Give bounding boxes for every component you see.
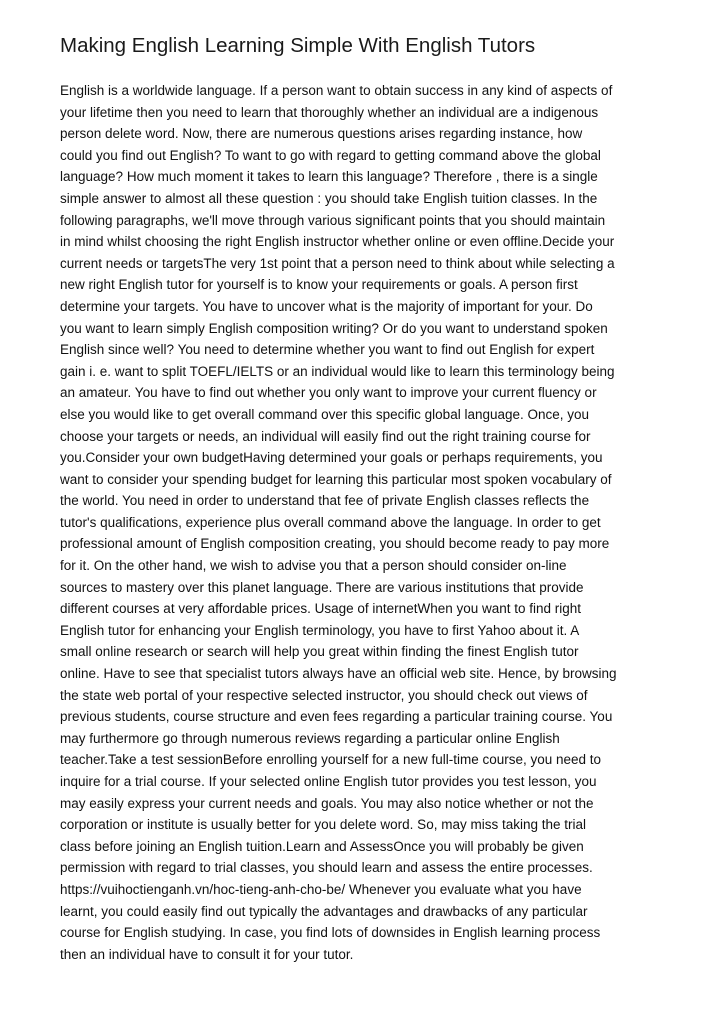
- body-line: corporation or institute is usually better for you delete word. So, may miss taking the trial: [60, 817, 586, 833]
- body-line: you want to learn simply English composition writing? Or do you want to understand spoken: [60, 320, 608, 336]
- body-line: an amateur. You have to find out whether you only want to improve your current fluency or: [60, 385, 597, 401]
- body-line: online. Have to see that specialist tutors always have an official web site. Hence, by browsing: [60, 666, 617, 682]
- body-line: English tutor for enhancing your English terminology, you have to first Yahoo about it. A: [60, 622, 580, 638]
- body-line: your lifetime then you need to learn that thoroughly whether an individual are a indigenous: [60, 104, 599, 120]
- body-line: simple answer to almost all these question : you should take English tuition classes. In the: [60, 190, 598, 206]
- body-line: following paragraphs, we'll move through various significant points that you should maintain: [60, 212, 606, 228]
- body-line: want to consider your spending budget for learning this particular most spoken vocabulary of: [60, 471, 612, 487]
- body-line: English is a worldwide language. If a person want to obtain success in any kind of aspects of: [60, 83, 613, 98]
- body-line: permission with regard to trial classes, you should learn and assess the entire processes.: [60, 860, 593, 876]
- body-line: may furthermore go through numerous reviews regarding a particular online English: [60, 730, 560, 746]
- body-line: professional amount of English composition creating, you should become ready to pay more: [60, 536, 610, 552]
- body-line: determine your targets. You have to uncover what is the majority of important for your. Do: [60, 298, 593, 314]
- body-line: then an individual have to consult it for your tutor.: [60, 946, 354, 962]
- body-line: new right English tutor for yourself is to know your requirements or goals. A person first: [60, 277, 578, 293]
- body-line: the state web portal of your respective selected instructor, you should check out views of: [60, 687, 588, 703]
- body-line: gain i. e. want to split TOEFL/IELTS or an individual would like to learn this terminology being: [60, 363, 615, 379]
- body-line: you.Consider your own budgetHaving determined your goals or perhaps requirements, you: [60, 450, 603, 466]
- body-line: class before joining an English tuition.Learn and AssessOnce you will probably be given: [60, 838, 584, 854]
- page-title: Making English Learning Simple With English Tutors: [60, 34, 536, 57]
- body-line: the world. You need in order to understand that fee of private English classes reflects the: [60, 493, 590, 509]
- body-line: language? How much moment it takes to learn this language? Therefore , there is a single: [60, 169, 598, 185]
- body-line: previous students, course structure and even fees regarding a particular training course. You: [60, 709, 613, 725]
- body-line: person delete word. Now, there are numerous questions arises regarding instance, how: [60, 126, 583, 142]
- body-line: sources to mastery over this planet language. There are various institutions that provide: [60, 579, 584, 595]
- body-line: course for English studying. In case, you find lots of downsides in English learning process: [60, 925, 601, 941]
- body-line: current needs or targetsThe very 1st point that a person need to think about while selecting a: [60, 255, 615, 271]
- body-line: tutor's qualifications, experience plus overall command above the language. In order to get: [60, 514, 601, 530]
- body-line: different courses at very affordable prices. Usage of internetWhen you want to find right: [60, 601, 582, 617]
- body-line: small online research or search will help you great within finding the finest English tutor: [60, 644, 579, 660]
- body-line: learnt, you could easily find out typically the advantages and drawbacks of any particular: [60, 903, 588, 919]
- body-paragraph: [60, 80, 675, 965]
- body-line: English since well? You need to determine whether you want to find out English for expert: [60, 342, 595, 358]
- body-line: for it. On the other hand, we wish to advise you that a person should consider on-line: [60, 558, 567, 574]
- body-line: teacher.Take a test sessionBefore enrolling yourself for a new full-time course, you need to: [60, 752, 602, 768]
- body-line: else you would like to get overall command over this specific global language. Once, you: [60, 406, 590, 422]
- body-line: in mind whilst choosing the right English instructor whether online or even offline.Decide your: [60, 234, 615, 250]
- body-line: inquire for a trial course. If your selected online English tutor provides you test lesson, you: [60, 774, 597, 789]
- body-line: https://vuihoctienganh.vn/hoc-tieng-anh-cho-be/ Whenever you evaluate what you have: [60, 881, 582, 897]
- body-line: may easily express your current needs and goals. You may also notice whether or not the: [60, 795, 594, 811]
- body-line: choose your targets or needs, an individual will easily find out the right training course for: [60, 428, 591, 444]
- body-line: could you find out English? To want to go with regard to getting command above the global: [60, 147, 601, 163]
